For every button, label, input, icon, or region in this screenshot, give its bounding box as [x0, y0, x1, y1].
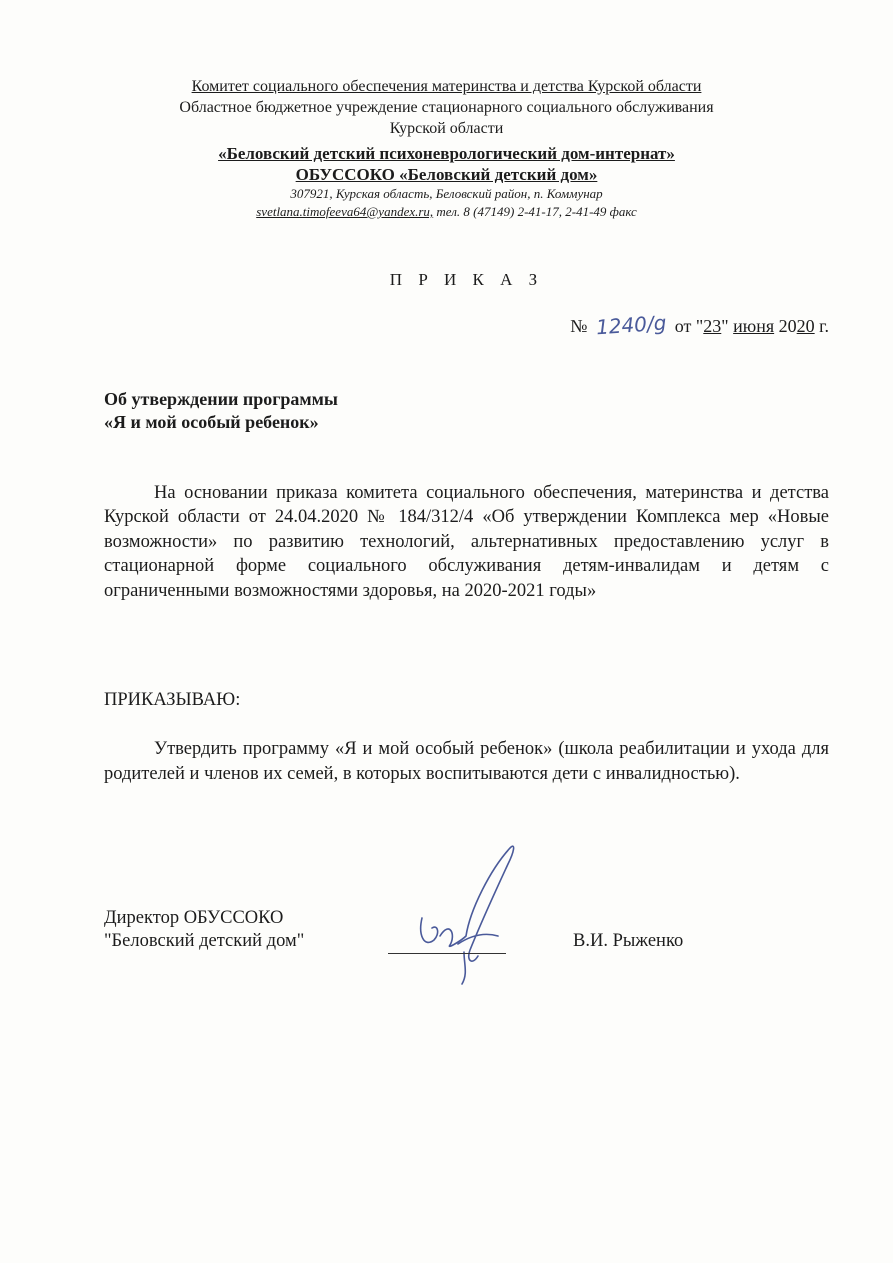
header-committee: Комитет социального обеспечения материнства и детства Курской области [191, 78, 702, 95]
signatory-title-line-2: "Беловский детский дом" [104, 931, 305, 951]
order-subject [104, 388, 338, 434]
date-day: 23 [703, 316, 722, 336]
date-year-suffix: 20 [796, 316, 815, 336]
order-number-date [570, 310, 829, 340]
basis-paragraph: На основании приказа комитета социального обеспечения, материнства и детства Курской области от 24.04.2020 № 184/312/4 «Об утверждении Комплекса мер «Новые возможности» по развитию технологий, альтернативных предоставлению услуг в стационарной форме социального обслуживания детям-инвалидам и детям с ограниченными возможностями здоровья, на 2020-2021 годы» [104, 483, 829, 601]
subject-line-1: Об утверждении программы [104, 389, 338, 409]
date-year-prefix: 20 [774, 316, 797, 336]
header-address: 307921, Курская область, Беловский район, п. Коммунар [290, 186, 603, 201]
signature-line [388, 953, 506, 954]
header-full-name: «Беловский детский психоневрологический дом-интернат» [218, 144, 675, 163]
signatory-title-line-1: Директор ОБУССОКО [104, 908, 284, 928]
signatory-name: В.И. Рыженко [573, 931, 684, 951]
date-mid: " [721, 316, 734, 336]
header-contacts [0, 204, 893, 220]
header-phones: тел. 8 (47149) 2-41-17, 2-41-49 факс [433, 204, 637, 219]
order-word: ПРИКАЗЫВАЮ: [104, 690, 241, 710]
document-type: П Р И К А З [389, 270, 544, 289]
header-short-name: ОБУССОКО «Беловский детский дом» [295, 165, 598, 184]
header-region: Курской области [389, 120, 504, 137]
date-month: июня [733, 316, 775, 336]
handwritten-number: 1240/g [595, 310, 668, 340]
header-institution: Областное бюджетное учреждение стационарного социального обслуживания [179, 99, 714, 116]
handwritten-signature [410, 840, 530, 990]
date-end: г. [814, 316, 829, 336]
date-prefix: от " [674, 316, 704, 336]
number-prefix: № [570, 316, 588, 336]
header-email: svetlana.timofeeva64@yandex.ru, [256, 204, 434, 219]
subject-line-2: «Я и мой особый ребенок» [104, 412, 319, 432]
decree-paragraph: Утвердить программу «Я и мой особый ребенок» (школа реабилитации и ухода для родителей и членов их семей, в которых воспитываются дети с инвалидностью). [104, 739, 829, 784]
